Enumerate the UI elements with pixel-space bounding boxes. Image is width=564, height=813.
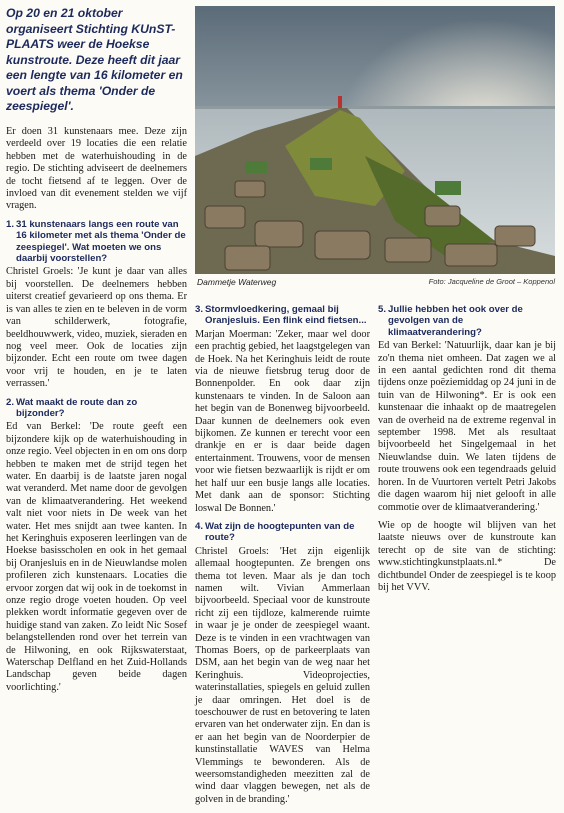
answer-2: Ed van Berkel: 'De route geeft een bijzondere kijk op de waterhuishouding in onze regio. Veel objecten in en om ons dorp hebben te maken met de strijd tegen het water. En daarbij is de laatste jaren nogal wat veranderd. Met name door de gevolgen van de klimaatverandering. Het weekend valt niet voor niets in De week van het water. Het mes snijdt aan twee kanten. In het Keringhuis exposeren leerlingen van de Hoekse basisscholen en ook in het gemaal bij Oranjesluis en in de Nieuwlandse molen profileren zich kunstenaars. Locaties die ervoor zorgen dat wij ook in de toekomst in onze regio droge voeten houden. Op veel plekken wordt informatie gegeven over de huidige stand van zaken. Zo leidt Nic Sosef belangstellenden rond over het terrein van de Hilwoning, en ook Rijkswaterstaat, Waterschap Delfland en het Zuid-Hollands Landschap geven beide dagen voorlichting.' bbox=[6, 421, 187, 693]
answer-5: Ed van Berkel: 'Natuurlijk, daar kan je bij zo'n thema niet omheen. Dat zagen we al in een aantal gedichten rond dit thema tijdens onze poëziemiddag op 24 juni in de tuin van de Hilwoning*. Er is ook een kunstenaar die inhaakt op de maatregelen van de overheid na de extreme regenval in september 1998. Met als resultaat bijvoorbeeld het Singelgemaal in het Nieuwlandse duin. We laten tijdens de route trouwens ook een tegendraads geluid horen. In de Vuurtoren vertelt Petri Jakobs die dagen waarom hij niet gelooft in alle commotie over de klimaatverandering.' bbox=[378, 340, 556, 513]
pier-photo-image bbox=[195, 6, 555, 274]
answer-3: Marjan Moerman: 'Zeker, maar wel door een prachtig gebied, het laagstgelegen van de Hoek. Na het Keringhuis leidt de route via de nieuwe fietsbrug terug door de Bonnenpolder. En ook daar zijn kunstenaars te vinden. In de Saloon aan het begin van de Bonenweg bijvoorbeeld. Daar kunnen de deelnemers ook even bijkomen. Ze kunnen er terecht voor een drankje en er is daar beide dagen entertainment. Trouwens, voor de mensen voor wie fietsen bezwaarlijk is rijdt er om het half uur een busje langs alle locaties. Met dank aan de sponsor: Stichting loswal De Bonnen.' bbox=[195, 328, 370, 514]
answer-4: Christel Groels: 'Het zijn eigenlijk allemaal hoogtepunten. Ze brengen ons thema tot leven. Maar als je dan toch namen wilt. Vivian Ammerlaan bijvoorbeeld. Speciaal voor de kunstroute richt zij een tijdloze, kalmerende ruimte in waar je je onder de zeespiegel waant. Deze is te vinden in een vrachtwagen van Thomas Boers, op de parkeerplaats van DSM, aan het begin van de weg naar het Keringhuis. Videoprojecties, waterinstallaties, spiegels en geluid zullen je daar omringen. Het doel is de toeschouwer de rust en betovering te laten ervaren van het onderwater zijn. En dan is er aan het begin van de Noorderpier de kunstinstallatie WAVES van Helma Vlemmings te bewonderen. Als de weersomstandigheden meezitten zal de wind daar vlaggen bewegen, net als de golven in de branding.' bbox=[195, 545, 370, 805]
question-5: 5. Jullie hebben het ook over de gevolgen van de klimaatverandering? bbox=[378, 304, 523, 338]
answer-1: Christel Groels: 'Je kunt je daar van alles bij voorstellen. De deelnemers hebben uiterst creatief gevarieerd op ons thema. Er is van alles te zien en te beleven in de vorm van schilderwerk, fotografie, beeldhouwwerk, video, muziek, sieraden en nog veel meer. Ook de locaties zijn bijzonder. Echt een route om twee dagen voor vrij te houden, en je te laten verrassen.' bbox=[6, 266, 187, 390]
question-4: 4. Wat zijn de hoogtepunten van de route? bbox=[195, 520, 355, 544]
column-3 bbox=[378, 300, 556, 600]
closing-paragraph: Wie op de hoogte wil blijven van het laatste nieuws over de kunstroute kan terecht op de site van de stichting: www.stichtingkunstplaats.nl.* De dichtbundel Onder de zeespiegel is te koop bij het VVV. bbox=[378, 519, 556, 593]
photo-caption: Dammetje Waterweg bbox=[197, 277, 277, 287]
question-3: 3. Stormvloedkering, gemaal bij Oranjesluis. Een flink eind fietsen... bbox=[195, 304, 367, 327]
article-photo bbox=[195, 6, 555, 274]
question-1: 1. 31 kunstenaars langs een route van 16 kilometer met als thema 'Onder de zeespiegel'. Wat moeten we ons daarbij voorstellen? bbox=[6, 218, 186, 265]
column-1 bbox=[6, 126, 187, 700]
photo-credit: Foto: Jacqueline de Groot – Koppenol bbox=[428, 277, 555, 286]
opening-paragraph: Er doen 31 kunstenaars mee. Deze zijn verdeeld over 19 locaties die een relatie hebben met de waterhuishouding in de regio. De stichting adviseert de deelnemers de tocht fietsend af te leggen. Over de invloed van dit evenement stelden we vijf vragen. bbox=[6, 126, 187, 212]
article-intro: Op 20 en 21 oktober organiseert Stichting KUnST-PLAATS weer de Hoekse kunstroute. Deze heeft dit jaar een lengte van 16 kilometer en voert als thema 'Onder de zeespiegel'. bbox=[6, 6, 183, 113]
question-2: 2. Wat maakt de route dan zo bijzonder? bbox=[6, 396, 138, 419]
column-2 bbox=[195, 300, 370, 812]
